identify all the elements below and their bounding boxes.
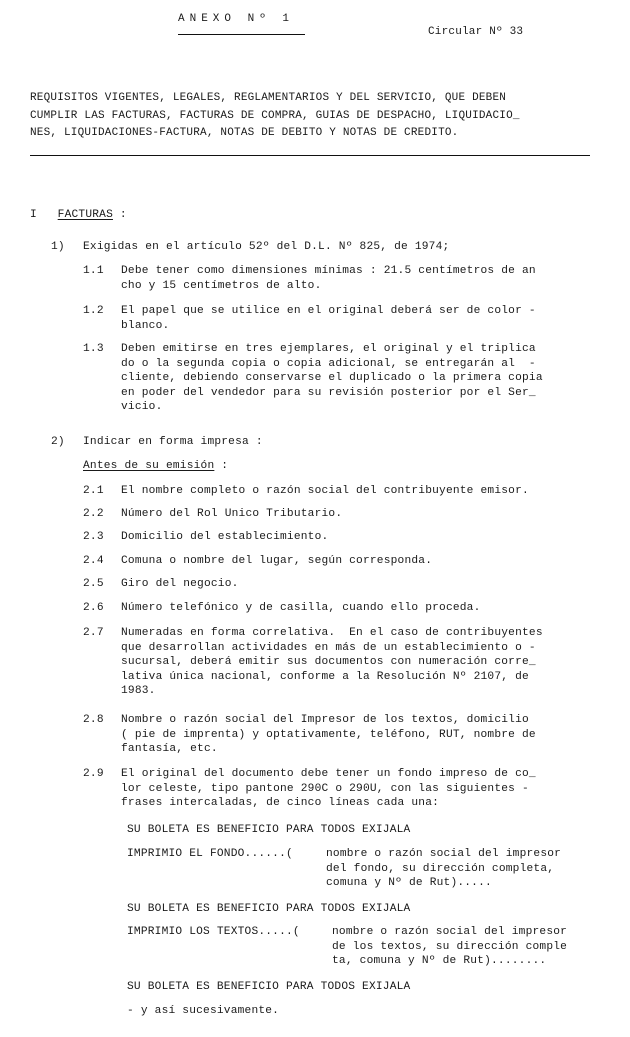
section-roman: I: [30, 209, 37, 221]
subpoint-text: [121, 264, 536, 293]
heading-line: REQUISITOS VIGENTES, LEGALES, REGLAMENTARIOS Y DEL SERVICIO, QUE DEBEN: [30, 92, 507, 104]
text-line: do o la segunda copia o copia adicional, se entregarán al -: [121, 357, 536, 370]
subpoint-number: 2.7: [83, 627, 104, 639]
subpoint-text: [121, 626, 543, 699]
text-line: en poder del vendedor para su revisión posterior por el Ser_: [121, 386, 536, 399]
text-line: comuna y Nº de Rut).....: [326, 877, 492, 889]
heading-line: NES, LIQUIDACIONES-FACTURA, NOTAS DE DEBITO Y NOTAS DE CREDITO.: [30, 127, 459, 139]
text-line: Domicilio del establecimiento.: [121, 531, 329, 543]
closing-text: - y así sucesivamente.: [127, 1005, 280, 1017]
subpoint-number: 2.1: [83, 485, 104, 497]
text-line: sucursal, deberá emitir sus documentos con numeración corre_: [121, 656, 536, 668]
subpoint-number: 1.2: [83, 305, 104, 317]
subpoint-text: [121, 342, 543, 415]
text-line: del fondo, su dirección completa,: [326, 862, 555, 875]
text-line: El original del documento debe tener un fondo impreso de co_: [121, 768, 536, 780]
imprimio-textos-label: IMPRIMIO LOS TEXTOS.....(: [127, 926, 300, 938]
text-line: Giro del negocio.: [121, 578, 239, 590]
text-line: cho y 15 centímetros de alto.: [121, 279, 322, 292]
subpoint-number: 2.6: [83, 602, 104, 614]
subheading-colon: :: [221, 460, 229, 472]
annex-title: ANEXO Nº 1: [178, 13, 295, 25]
section-colon: :: [119, 209, 127, 221]
text-line: El papel que se utilice en el original deberá ser de color -: [121, 305, 536, 317]
subpoint-number: 2.8: [83, 714, 104, 726]
boleta-phrase: SU BOLETA ES BENEFICIO PARA TODOS EXIJALA: [127, 981, 411, 993]
text-line: 1983.: [121, 685, 156, 697]
subheading-text: Antes de su emisión: [83, 460, 215, 472]
boleta-phrase: SU BOLETA ES BENEFICIO PARA TODOS EXIJALA: [127, 903, 411, 915]
text-line: fantasía, etc.: [121, 743, 218, 755]
subpoint-text: [121, 577, 239, 592]
text-line: lativa única nacional, conforme a la Resolución Nº 2107, de: [121, 670, 529, 683]
subpoint-text: [121, 554, 432, 569]
point-text: Indicar en forma impresa :: [83, 436, 263, 448]
subpoint-text: [121, 601, 481, 616]
heading-line: CUMPLIR LAS FACTURAS, FACTURAS DE COMPRA, GUIAS DE DESPACHO, LIQUIDACIO_: [30, 109, 520, 122]
subpoint-text: [121, 507, 342, 522]
subpoint-text: [121, 530, 328, 545]
text-line: blanco.: [121, 319, 170, 332]
subpoint-number: 2.2: [83, 508, 104, 520]
text-line: vicio.: [121, 401, 163, 413]
text-line: Numeradas en forma correlativa. En el caso de contribuyentes: [121, 627, 543, 639]
subpoint-text: [121, 713, 536, 757]
text-line: El nombre completo o razón social del contribuyente emisor.: [121, 485, 529, 497]
boleta-phrase: SU BOLETA ES BENEFICIO PARA TODOS EXIJALA: [127, 824, 411, 836]
text-line: ta, comuna y Nº de Rut)........: [332, 955, 547, 967]
text-line: cliente, debiendo conservarse el duplicado o la primera copia: [121, 372, 543, 384]
text-line: Comuna o nombre del lugar, según corresponda.: [121, 555, 433, 567]
text-line: Deben emitirse en tres ejemplares, el original y el triplica: [121, 343, 536, 355]
subpoint-text: [121, 767, 536, 811]
section-title: FACTURAS: [57, 209, 113, 221]
subpoint-number: 1.1: [83, 265, 104, 277]
imprimio-fondo-text: [326, 847, 561, 891]
subpoint-number: 2.5: [83, 578, 104, 590]
point-number: 2): [51, 436, 65, 448]
imprimio-fondo-label: IMPRIMIO EL FONDO......(: [127, 848, 293, 860]
point-number: 1): [51, 241, 65, 253]
text-line: de los textos, su dirección comple: [332, 940, 568, 953]
point-text: Exigidas en el artículo 52º del D.L. Nº 825, de 1974;: [83, 241, 450, 253]
heading-rule: [30, 155, 590, 156]
text-line: Nombre o razón social del Impresor de los textos, domicilio: [121, 714, 529, 726]
text-line: lor celeste, tipo pantone 290C o 290U, con las siguientes -: [121, 782, 529, 795]
text-line: frases intercaladas, de cinco líneas cada una:: [121, 797, 440, 809]
subheading: [83, 459, 228, 474]
subpoint-number: 2.3: [83, 531, 104, 543]
annex-underline: [178, 34, 305, 35]
text-line: que desarrollan actividades en más de un establecimiento o -: [121, 641, 536, 654]
subpoint-number: 1.3: [83, 343, 104, 355]
text-line: Número del Rol Unico Tributario.: [121, 508, 343, 520]
subpoint-number: 2.4: [83, 555, 104, 567]
subpoint-number: 2.9: [83, 768, 104, 780]
document-heading: [30, 90, 592, 143]
circular-number: Circular Nº 33: [428, 26, 524, 38]
subpoint-text: [121, 484, 529, 499]
subpoint-text: [121, 304, 536, 333]
text-line: ( pie de imprenta) y optativamente, teléfono, RUT, nombre de: [121, 728, 536, 741]
section-heading: [30, 208, 127, 223]
text-line: nombre o razón social del impresor: [326, 848, 562, 860]
text-line: nombre o razón social del impresor: [332, 926, 568, 938]
imprimio-textos-text: [332, 925, 567, 969]
text-line: Debe tener como dimensiones mínimas : 21.5 centímetros de an: [121, 265, 536, 277]
text-line: Número telefónico y de casilla, cuando ello proceda.: [121, 602, 481, 614]
